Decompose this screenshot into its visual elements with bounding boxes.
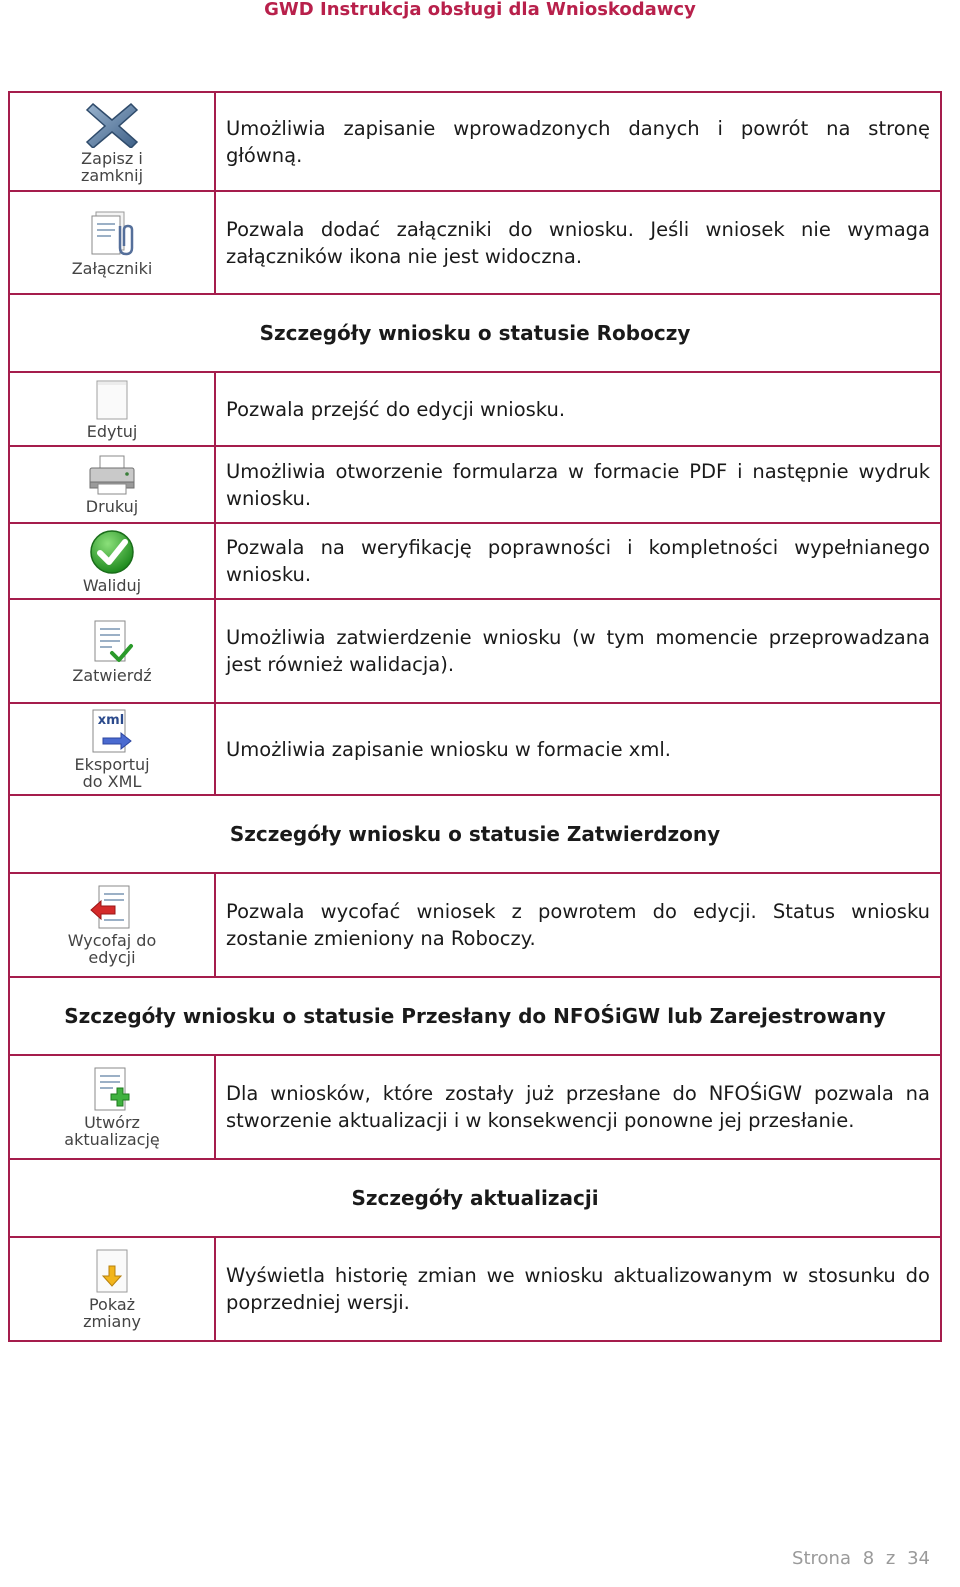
table-row [9,703,941,795]
print-description: Umożliwia otworzenie formularza w formacie PDF i następnie wydruk wniosku. [215,446,941,523]
table-row [9,446,941,523]
approve-button[interactable] [57,619,167,684]
icon-cell [9,191,215,294]
close-x-icon [85,100,139,148]
validate-button[interactable] [57,529,167,594]
xml-icon-text: xml [97,713,125,728]
create-update-description: Dla wniosków, które zostały już przesłane do NFOŚiGW pozwala na stworzenie aktualizacji i w konsekwencji ponowne jej przesłanie. [215,1055,941,1159]
table-row [9,1237,941,1341]
toolbar-reference-table [8,91,942,1342]
blank-page-icon [94,379,130,421]
paperclip-document-icon [90,208,134,258]
save-close-description: Umożliwia zapisanie wprowadzonych danych i powrót na stronę główną. [215,92,941,191]
attachments-button[interactable] [57,208,167,277]
save-close-label: Zapisz i zamknij [80,148,144,185]
approve-description: Umożliwia zatwierdzenie wniosku (w tym momencie przeprowadzana jest również walidacja). [215,599,941,703]
document-plus-icon [89,1066,135,1112]
print-button[interactable] [57,454,167,515]
show-changes-button[interactable] [57,1248,167,1330]
document-check-icon [90,619,134,665]
table-row [9,372,941,446]
green-check-icon [88,529,136,575]
export-xml-description: Umożliwia zapisanie wniosku w formacie xml. [215,703,941,795]
section-row [9,977,941,1055]
table-row [9,1055,941,1159]
edit-button[interactable] [57,379,167,440]
section-title-update: Szczegóły aktualizacji [9,1159,941,1237]
table-row [9,599,941,703]
validate-description: Pozwala na weryfikację poprawności i kompletności wypełnianego wniosku. [215,523,941,599]
withdraw-label: Wycofaj do edycji [67,931,157,967]
section-row [9,795,941,873]
document-header: GWD Instrukcja obsługi dla Wnioskodawcy [264,0,696,20]
icon-cell [9,703,215,795]
footer-total: 34 [907,1548,930,1569]
icon-cell [9,1237,215,1341]
table-row [9,92,941,191]
page-footer [786,1548,930,1569]
export-xml-button[interactable] [57,708,167,790]
icon-cell [9,873,215,977]
icon-cell [9,92,215,191]
edit-label: Edytuj [86,421,138,441]
save-close-button[interactable] [57,100,167,184]
attachments-label: Załączniki [71,259,153,278]
attachments-description: Pozwala dodać załączniki do wniosku. Jeśli wniosek nie wymaga załączników ikona nie jest widoczna. [215,191,941,294]
approve-label: Zatwierdź [72,665,152,685]
export-xml-label: Eksportuj do XML [74,755,150,791]
document-down-arrow-icon [92,1248,132,1294]
icon-cell [9,1055,215,1159]
xml-export-icon [89,708,135,754]
withdraw-description: Pozwala wycofać wniosek z powrotem do edycji. Status wniosku zostanie zmieniony na Roboczy. [215,873,941,977]
table-row [9,191,941,294]
section-row [9,1159,941,1237]
table-row [9,873,941,977]
table-row [9,523,941,599]
icon-cell [9,599,215,703]
icon-cell [9,523,215,599]
icon-cell [9,372,215,446]
section-row [9,294,941,372]
show-changes-label: Pokaż zmiany [83,1295,141,1331]
edit-description: Pozwala przejść do edycji wniosku. [215,372,941,446]
create-update-button[interactable] [57,1066,167,1148]
section-title-sent: Szczegóły wniosku o statusie Przesłany do NFOŚiGW lub Zarejestrowany [9,977,941,1055]
print-label: Drukuj [85,497,139,516]
document-back-arrow-icon [89,884,135,930]
footer-page: 8 [862,1548,875,1569]
withdraw-button[interactable] [57,884,167,966]
create-update-label: Utwórz aktualizację [64,1113,160,1149]
section-title-approved: Szczegóły wniosku o statusie Zatwierdzony [9,795,941,873]
footer-label: Strona [792,1548,851,1569]
icon-cell [9,446,215,523]
section-title-draft: Szczegóły wniosku o statusie Roboczy [9,294,941,372]
validate-label: Waliduj [82,575,142,595]
show-changes-description: Wyświetla historię zmian we wniosku aktualizowanym w stosunku do poprzedniej wersji. [215,1237,941,1341]
footer-of: z [885,1548,896,1569]
printer-icon [87,454,137,496]
